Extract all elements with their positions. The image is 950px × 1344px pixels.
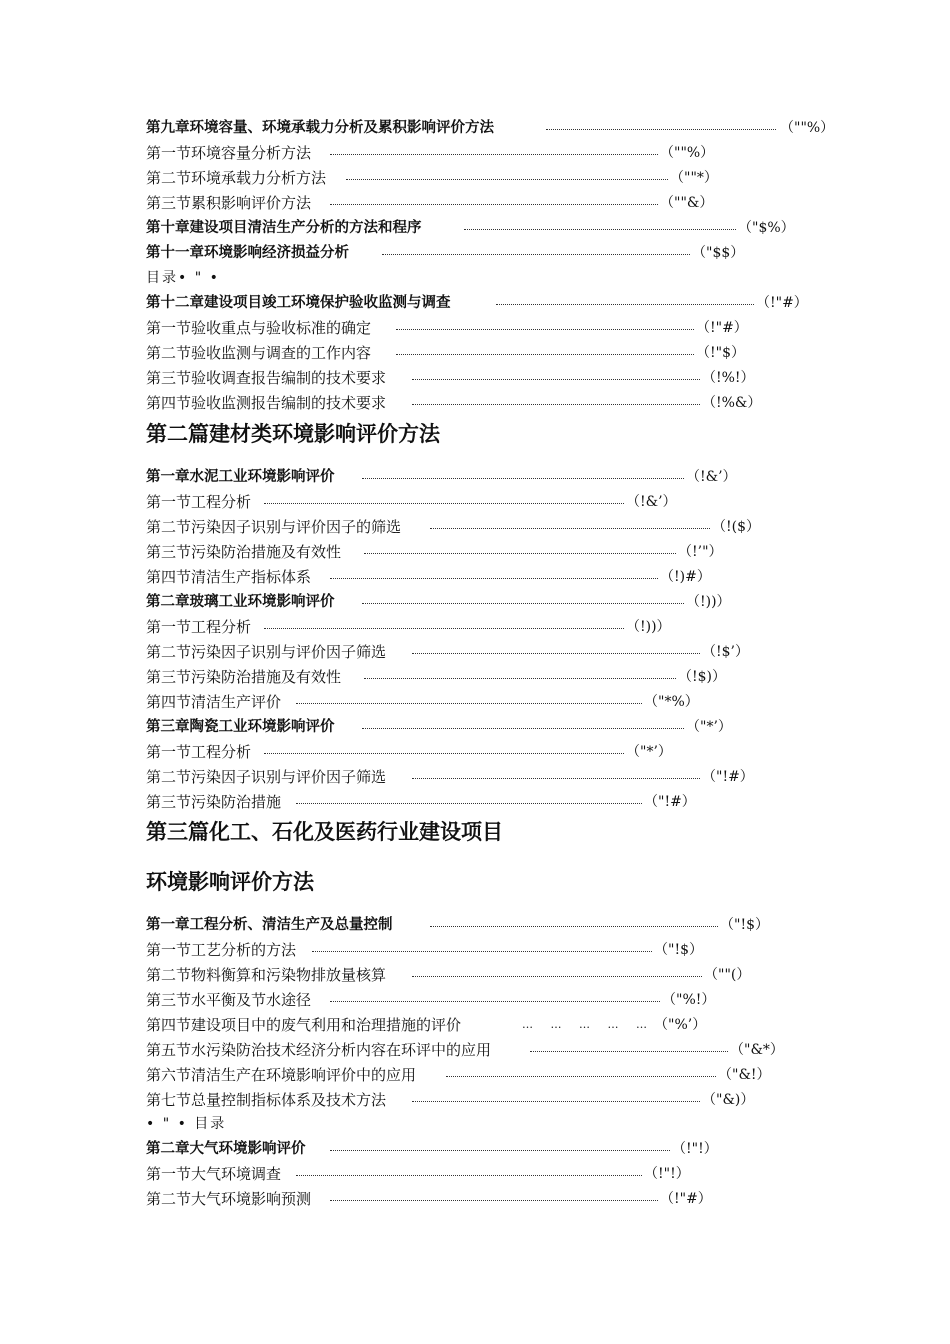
leader-dots [412,1101,700,1102]
toc-entry-page: （""%） [780,120,835,136]
toc-entry-label: 第二节污染因子识别与评价因子筛选 [146,643,387,661]
toc-entry-page: （"&*） [730,1042,784,1058]
toc-entry-page: （!%&） [702,395,762,411]
toc-entry-label: 第七节总量控制指标体系及技术方法 [146,1091,387,1109]
toc-entry-page: （"!$） [654,942,703,958]
leader-dots [546,129,776,130]
toc-entry-page: （!)#） [660,569,711,585]
leader-dots [382,254,690,255]
toc-entry-label: 第二章玻璃工业环境影响评价 [146,594,335,610]
leader-dots [330,154,658,155]
toc-entry-label: 第十一章环境影响经济损益分析 [146,245,349,261]
toc-entry-page: （!%!） [702,370,755,386]
toc-entry-label: 第四节验收监测报告编制的技术要求 [146,394,387,412]
toc-entry-page: （!$’） [702,644,749,660]
leader-dots [396,354,694,355]
leader-dots [264,628,624,629]
leader-dots [346,179,668,180]
toc-entry-label: 第六节清洁生产在环境影响评价中的应用 [146,1066,417,1084]
toc-entry-page: （!))） [626,619,671,635]
toc-entry-page: （"!#） [644,794,696,810]
toc-entry-label: 第二节污染因子识别与评价因子筛选 [146,768,387,786]
toc-entry-label: 第十二章建设项目竣工环境保护验收监测与调查 [146,295,451,311]
toc-entry-label: 第三章陶瓷工业环境影响评价 [146,719,335,735]
toc-entry-page: （"$%） [738,220,795,236]
toc-entry-label: 第二节物料衡算和污染物排放量核算 [146,966,387,984]
toc-entry-page: （"*’） [686,719,732,735]
toc-entry-label: 第一节验收重点与验收标准的确定 [146,319,372,337]
leader-dots [362,478,684,479]
toc-entry-page: （""(） [704,967,751,983]
leader-dots [330,578,658,579]
leader-dots [330,1200,658,1201]
toc-entry-page: （!($） [712,519,760,535]
toc-entry-page: （"%!） [662,992,716,1008]
leader-dots [330,204,658,205]
running-header: 目录• " • [146,270,220,286]
leader-dots [530,1051,728,1052]
toc-entry-page: （!"!） [672,1141,718,1157]
toc-entry-label: 第一章工程分析、清洁生产及总量控制 [146,917,393,933]
toc-entry-page: （"$$） [692,245,745,261]
leader-dots [264,503,624,504]
toc-entry-label: 第四节建设项目中的废气利用和治理措施的评价 [146,1016,462,1034]
leader-dots [364,678,676,679]
toc-entry-page: （!$)） [678,669,726,685]
leader-dots [364,553,676,554]
toc-entry-page: （!))） [686,594,731,610]
part-title: 第二篇建材类环境影响评价方法 [146,422,440,446]
leader-dots [396,329,694,330]
leader-dots [312,951,652,952]
toc-entry-label: 第九章环境容量、环境承载力分析及累积影响评价方法 [146,120,494,136]
leader-dots [412,778,700,779]
toc-entry-label: 第一节环境容量分析方法 [146,144,312,162]
toc-entry-label: 第一章水泥工业环境影响评价 [146,469,335,485]
toc-entry-label: 第三节污染防治措施及有效性 [146,668,342,686]
toc-entry-page: （!’"） [678,544,723,560]
toc-entry-label: 第五节水污染防治技术经济分析内容在环评中的应用 [146,1041,492,1059]
leader-dots [296,1175,642,1176]
toc-entry-page: （""&） [660,195,714,211]
leader-dots [296,703,642,704]
leader-dots [430,528,710,529]
toc-entry-page: （"&!） [718,1067,771,1083]
toc-entry-label: 第一节工程分析 [146,493,252,511]
leader-dots [264,753,624,754]
leader-dots [496,304,754,305]
toc-entry-label: 第二节大气环境影响预测 [146,1190,312,1208]
leader-dots [412,404,700,405]
part-title-line-2: 环境影响评价方法 [146,870,314,894]
toc-entry-label: 第二节污染因子识别与评价因子的筛选 [146,518,402,536]
leader-dots [362,728,684,729]
leader-dots [362,603,684,604]
toc-entry-page: （!&’） [686,469,737,485]
toc-entry-page: （"*’） [626,744,672,760]
leader-dots [412,976,702,977]
toc-entry-page: （"*%） [644,694,699,710]
leader-dots [330,1150,670,1151]
toc-entry-page: （!"!） [644,1166,690,1182]
toc-entry-page: （!"#） [756,295,808,311]
part-title-line-1: 第三篇化工、石化及医药行业建设项目 [146,820,503,844]
toc-entry-page: （""%） [660,145,715,161]
toc-entry-page: （"!$） [720,917,769,933]
toc-entry-label: 第二章大气环境影响评价 [146,1141,306,1157]
toc-entry-label: 第三节水平衡及节水途径 [146,991,312,1009]
toc-entry-page: （!"#） [660,1191,712,1207]
toc-entry-page: （""*） [670,170,718,186]
toc-entry-label: 第三节累积影响评价方法 [146,194,312,212]
toc-entry-page: （!"$） [696,345,745,361]
leader-dots [464,229,736,230]
leader-dots: … … … … … [522,1018,647,1031]
toc-entry-page: （!&’） [626,494,677,510]
leader-dots [330,1001,660,1002]
toc-entry-label: 第一节工程分析 [146,618,252,636]
toc-entry-label: 第一节工艺分析的方法 [146,941,297,959]
running-header: • " • 目录 [146,1116,227,1132]
toc-entry-label: 第二节验收监测与调查的工作内容 [146,344,372,362]
toc-entry-label: 第一节工程分析 [146,743,252,761]
leader-dots [296,803,642,804]
toc-entry-page: （"!#） [702,769,754,785]
leader-dots [430,926,718,927]
toc-entry-page: （!"#） [696,320,748,336]
toc-entry-label: 第三节验收调查报告编制的技术要求 [146,369,387,387]
toc-entry-page: （"&)） [702,1092,755,1108]
toc-entry-label: 第二节环境承载力分析方法 [146,169,327,187]
toc-entry-label: 第一节大气环境调查 [146,1165,282,1183]
leader-dots [446,1076,716,1077]
toc-entry-page: （"%’） [654,1017,707,1033]
leader-dots [412,379,700,380]
toc-entry-label: 第四节清洁生产评价 [146,693,282,711]
toc-entry-label: 第十章建设项目清洁生产分析的方法和程序 [146,220,422,236]
toc-entry-label: 第四节清洁生产指标体系 [146,568,312,586]
toc-entry-label: 第三节污染防治措施及有效性 [146,543,342,561]
leader-dots [412,653,700,654]
toc-entry-label: 第三节污染防治措施 [146,793,282,811]
